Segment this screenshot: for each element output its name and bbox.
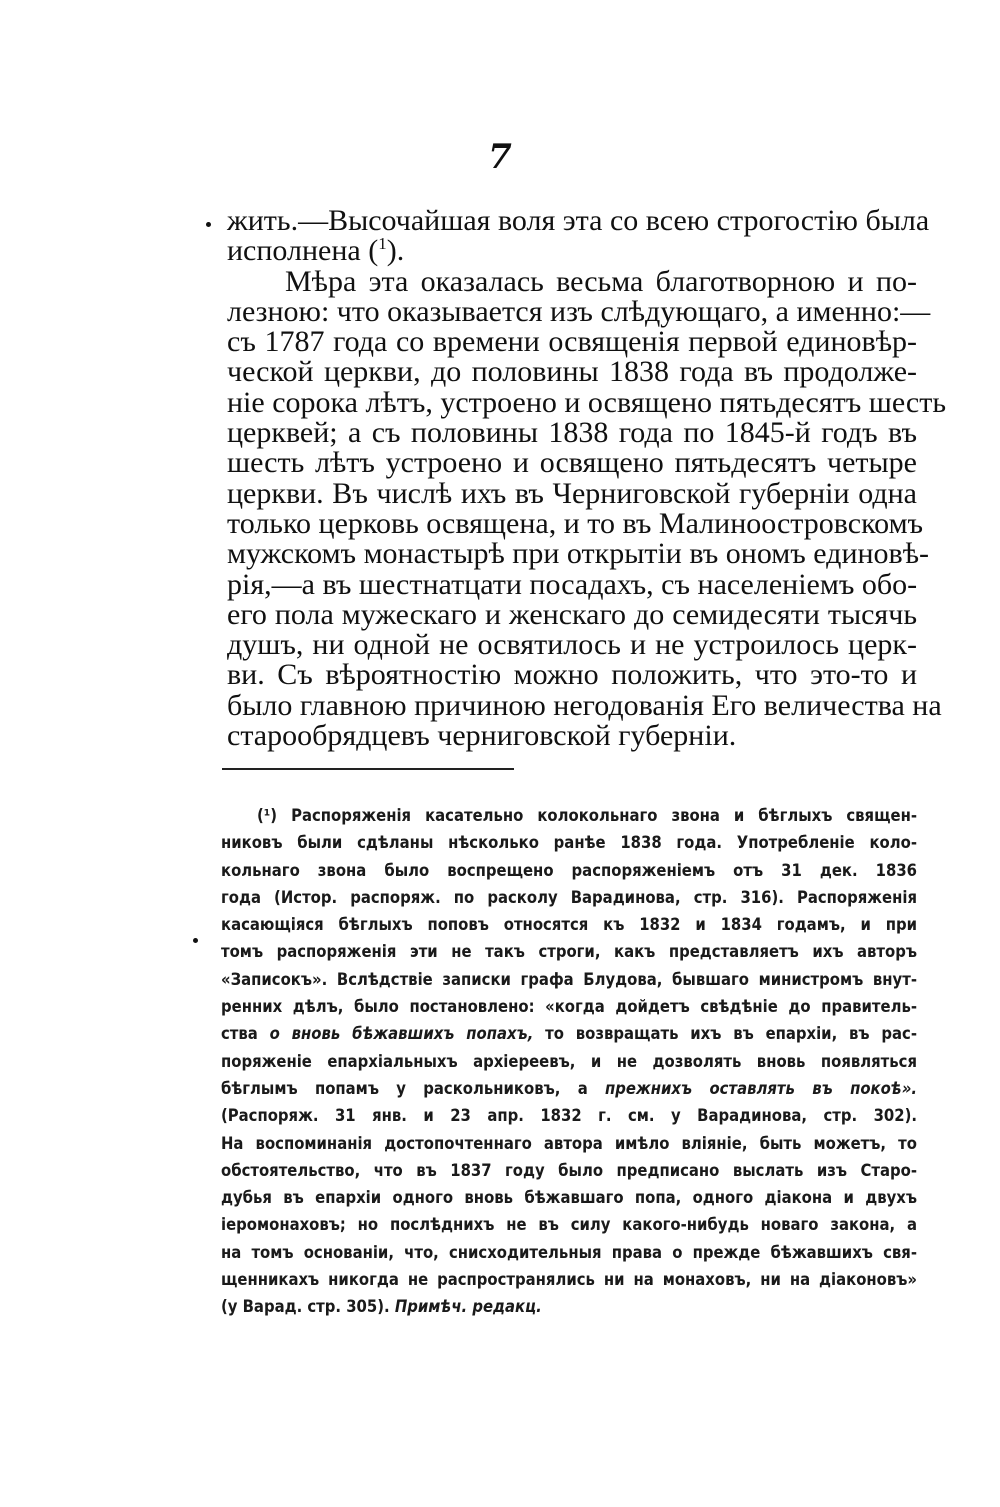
text-line: церкви. Въ числѣ ихъ въ Черниговской губерніи одна [227, 476, 917, 510]
text-line: только церковь освящена, и то въ Малиноостровскомъ [227, 506, 924, 540]
footnote-marker: (¹) [257, 806, 278, 825]
text-line: рія,—а въ шестнатцати посадахъ, съ населеніемъ обо- [227, 567, 918, 601]
page-number: 7 [488, 137, 512, 177]
text-line: Мѣра эта оказалась весьма благотворною и по- [285, 264, 917, 298]
footnote-line: щенникахъ никогда не распространялись ни на монаховъ, ни на діаконовъ» [221, 1270, 917, 1290]
footnote-italic: прежнихъ оставлять въ покоѣ». [605, 1078, 918, 1098]
footnote-line-fragment: Распоряженія касательно колокольнаго звона и бѣглыхъ священ- [291, 806, 917, 825]
footnote-italic: о вновь бѣжавшихъ попахъ, [269, 1024, 534, 1044]
text-line: жить.—Высочайшая воля эта со всею строгостію была [227, 204, 930, 237]
text-line: церквей; а съ половины 1838 года по 1845-й годъ въ [227, 416, 917, 450]
footnote-line-fragment: бѣглымъ попамъ у раскольниковъ, а [221, 1078, 588, 1098]
footnote-line-fragment: ства [221, 1024, 258, 1044]
footnote-line [221, 1293, 917, 1320]
footnote-line: касающіяся бѣглыхъ поповъ относятся къ 1832 и 1834 годамъ, и при [221, 915, 917, 935]
footnote-line [221, 1075, 917, 1102]
footnote-reference: 1 [378, 234, 387, 254]
footnote-line: поряженіе епархіальныхъ архіереевъ, и не дозволять вновь появляться [221, 1051, 917, 1071]
margin-dot [193, 938, 198, 943]
footnote-line-fragment: то возвращать ихъ въ епархіи, въ рас- [545, 1024, 917, 1044]
footnote-line: На воспоминанія достопочтеннаго автора имѣло вліяніе, быть можетъ, то [221, 1133, 917, 1153]
footnote-line: никовъ были сдѣланы нѣсколько ранѣе 1838 года. Употребленіе коло- [221, 833, 917, 853]
footnote-line: ренних дѣлъ, было постановлено: «когда дойдетъ свѣдѣніе до правитель- [221, 997, 917, 1017]
footnote-line: «Записокъ». Вслѣдствіе записки графа Блудова, бывшаго министромъ внут- [221, 969, 917, 989]
footnote [221, 802, 917, 1321]
margin-dot [206, 222, 211, 227]
footnote-line: обстоятельство, что въ 1837 году было предписано выслать изъ Старо- [221, 1160, 917, 1180]
text-line: ческой церкви, до половины 1838 года въ продолже- [227, 355, 917, 389]
text-line: его пола мужескаго и женскаго до семидесяти тысячь [227, 597, 917, 631]
text-line-fragment: исполнена ( [227, 234, 379, 268]
footnote-line [221, 802, 917, 829]
footnote-line: томъ распоряженія эти не такъ строги, какъ представляетъ ихъ авторъ [221, 942, 917, 962]
main-text [227, 204, 947, 753]
footnote-line: іеромонаховъ; но послѣднихъ не въ силу какого-нибудь новаго закона, а [221, 1215, 917, 1235]
editor-note: Примѣч. редакц. [394, 1297, 542, 1317]
text-line: ви. Съ вѣроятностію можно положить, что это-то и [227, 658, 917, 692]
text-line: шесть лѣтъ устроено и освящено пятьдесятъ четыре [227, 446, 917, 480]
footnote-line: на томъ основаніи, что, снисходительныя права о прежде бѣжавшихъ свя- [221, 1242, 917, 1262]
text-line: ніе сорока лѣтъ, устроено и освящено пятьдесятъ шесть [227, 385, 947, 419]
text-line: душъ, ни одной не освятилось и не устроилось церк- [227, 628, 917, 662]
footnote-line: (Распоряж. 31 янв. и 23 апр. 1832 г. см. у Варадинова, стр. 302). [221, 1106, 917, 1126]
text-line: съ 1787 года со времени освященія первой единовѣр- [227, 325, 917, 359]
text-line: лезною: что оказывается изъ слѣдующаго, а именно:— [227, 294, 931, 328]
text-line: мужскомъ монастырѣ при открытіи въ ономъ единовѣ- [227, 537, 929, 571]
text-line: было главною причиною негодованія Его величества на [227, 688, 942, 722]
footnote-line: дубья въ епархіи одного вновь бѣжавшаго попа, одного діакона и двухъ [221, 1188, 917, 1208]
footnote-line [221, 1020, 917, 1047]
footnote-line: года (Истор. распоряж. по расколу Варадинова, стр. 316). Распоряженія [221, 887, 917, 907]
footnote-rule [222, 768, 514, 770]
footnote-line: кольнаго звона было воспрещено распоряженіемъ отъ 31 дек. 1836 [221, 860, 917, 880]
text-line: старообрядцевъ черниговской губерніи. [227, 719, 737, 753]
text-line [227, 236, 917, 266]
text-line-fragment: ). [386, 234, 405, 268]
footnote-line-fragment: (у Варад. стр. 305). [221, 1297, 390, 1317]
